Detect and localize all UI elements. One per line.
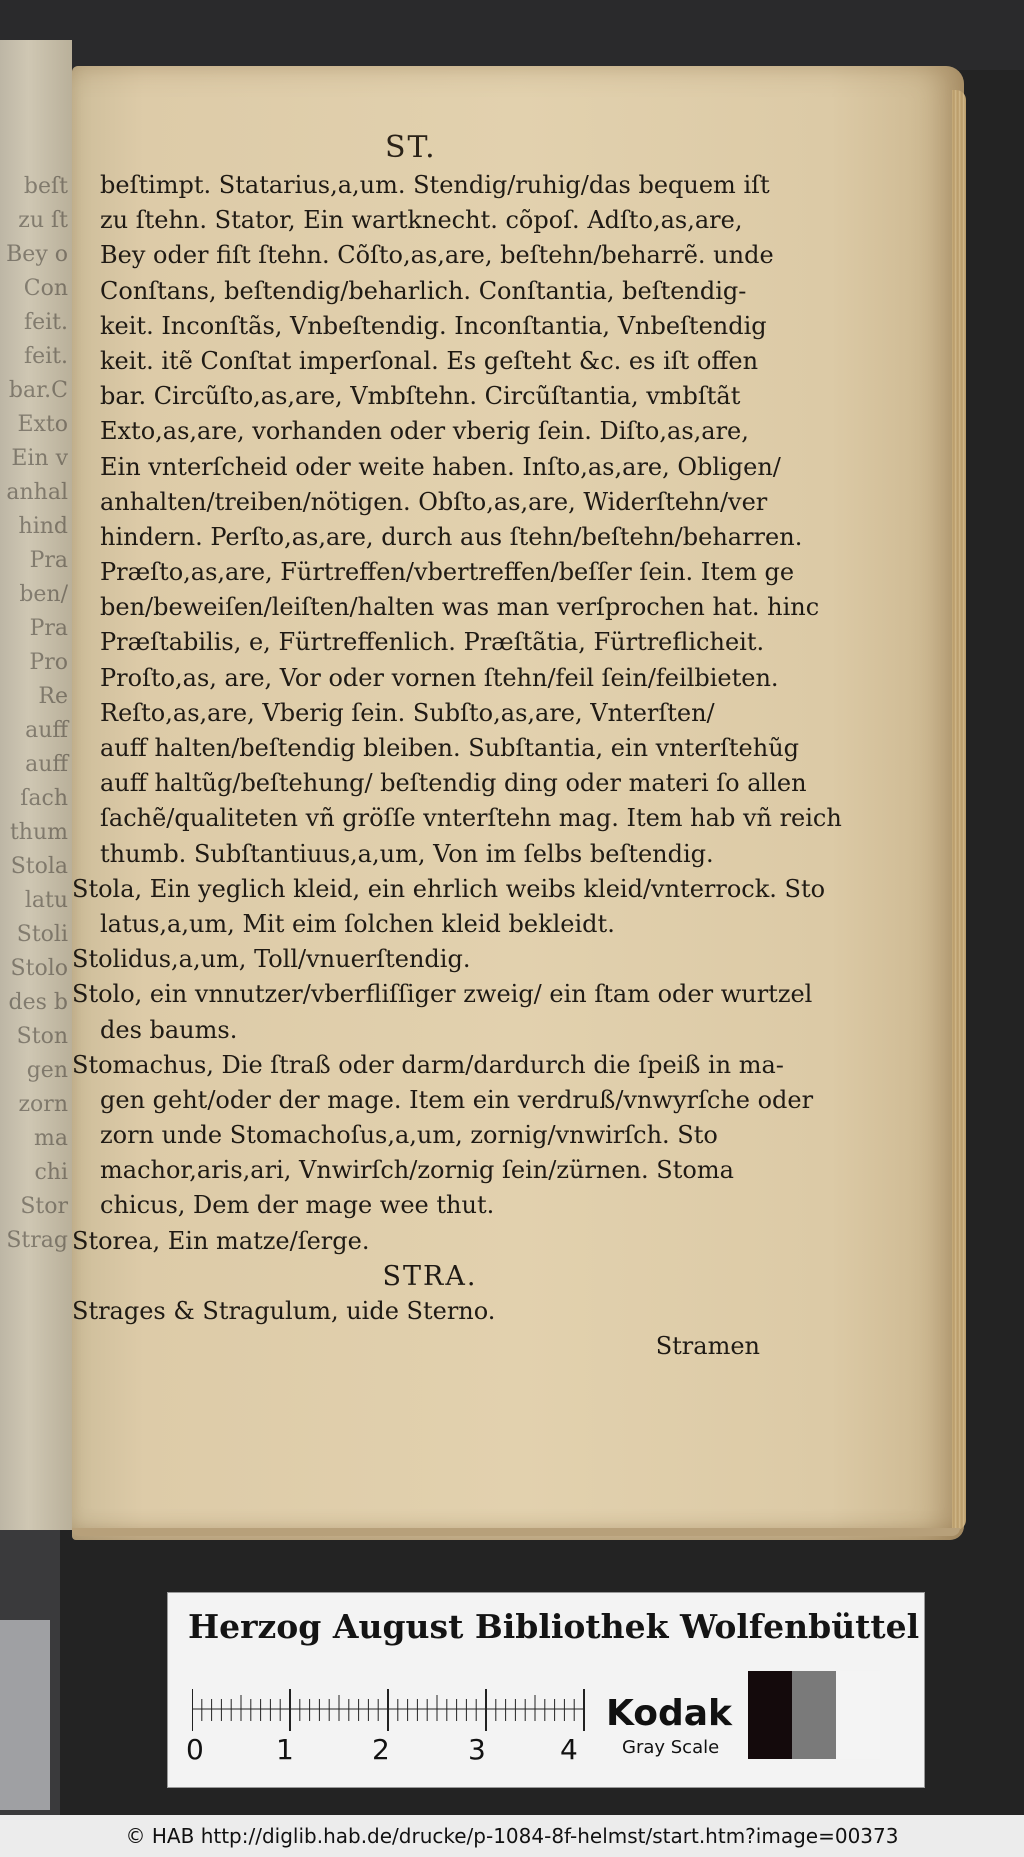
text-line: Ein vnterſcheid oder weite haben. Inſto,as,are, Obligen/ bbox=[100, 452, 781, 481]
ruler-ticks bbox=[192, 1689, 662, 1731]
entry-head-line: Stola, Ein yeglich kleid, ein ehrlich weibs kleid/vnterrock. Sto bbox=[72, 874, 826, 903]
margin-fragment: zu ſt bbox=[18, 208, 68, 233]
margin-fragment: bar.C bbox=[8, 378, 68, 403]
page-text bbox=[72, 168, 842, 1364]
text-line: Præſtabilis, e, Fürtreffenlich. Præſtãtia, Fürtreflicheit. bbox=[100, 628, 765, 657]
margin-fragment: Exto bbox=[17, 412, 68, 437]
margin-fragment: auff bbox=[25, 718, 68, 743]
margin-fragment: Ston bbox=[16, 1024, 68, 1049]
margin-fragment: ben/ bbox=[19, 582, 68, 607]
text-line: Reſto,as,are, Vberig ſein. Subſto,as,are, Vnterſten/ bbox=[100, 698, 715, 727]
margin-fragment: feit. bbox=[23, 310, 68, 335]
text-line: Exto,as,are, vorhanden oder vberig ſein. Diſto,as,are, bbox=[100, 417, 749, 446]
text-line: auff haltũg/beſtehung/ beſtendig ding oder materi ſo allen bbox=[100, 769, 807, 798]
text-line: thumb. Subſtantiuus,a,um, Von im ſelbs beſtendig. bbox=[100, 839, 714, 868]
margin-fragment: gen bbox=[26, 1058, 68, 1083]
text-line: auff halten/beſtendig bleiben. Subſtantia, ein vnterſtehũg bbox=[100, 734, 800, 762]
swatch-gray bbox=[792, 1671, 836, 1759]
margin-fragment: Stoli bbox=[16, 922, 68, 947]
margin-fragment: Bey o bbox=[6, 242, 68, 267]
margin-fragment: Pra bbox=[29, 548, 68, 573]
swatch-white bbox=[836, 1671, 880, 1759]
text-line: hindern. Perſto,as,are, durch aus ſtehn/beſtehn/beharren. bbox=[100, 522, 803, 551]
margin-fragment: Stolo bbox=[10, 956, 68, 981]
margin-fragment: chi bbox=[34, 1160, 68, 1185]
text-line: ſachẽ/qualiteten vñ gröſſe vnterſtehn mag. Item hab vñ reich bbox=[100, 804, 842, 833]
ruler-number: 3 bbox=[468, 1733, 486, 1766]
section-heading: STRA. bbox=[382, 1260, 478, 1292]
text-line: gen geht/oder der mage. Item ein verdruß/vnwyrſche oder bbox=[100, 1085, 814, 1114]
text-line: Bey oder fiſt ſtehn. Cõſto,as,are, beſtehn/beharrẽ. unde bbox=[100, 241, 774, 270]
text-line: des baums. bbox=[100, 1015, 238, 1044]
kodak-logo: Kodak bbox=[606, 1693, 732, 1734]
scan-background-top bbox=[0, 0, 1024, 70]
gray-scale-label: Gray Scale bbox=[622, 1737, 720, 1758]
text-line: Proſto,as, are, Vor oder vornen ſtehn/feil ſein/feilbieten. bbox=[100, 663, 779, 692]
margin-fragment: anhal bbox=[6, 480, 68, 505]
text-line: keit. itẽ Conſtat imperſonal. Es geſteht &c. es iſt offen bbox=[100, 346, 759, 375]
margin-fragment: thum bbox=[9, 820, 68, 845]
entry-head-line: Stolidus,a,um, Toll/vnuerſtendig. bbox=[72, 945, 471, 974]
text-line: chicus, Dem der mage wee thut. bbox=[100, 1191, 495, 1220]
margin-fragment: auff bbox=[25, 752, 68, 777]
text-line: beſtimpt. Statarius,a,um. Stendig/ruhig/das bequem iſt bbox=[100, 171, 770, 199]
swatch-black bbox=[748, 1671, 792, 1759]
page-bottom-edge bbox=[72, 1528, 960, 1536]
margin-fragment: hind bbox=[18, 514, 68, 539]
margin-fragment: Ein v bbox=[11, 446, 68, 471]
color-reference-card bbox=[167, 1592, 925, 1788]
text-line: Præſto,as,are, Fürtreffen/vbertreffen/beſſer ſein. Item ge bbox=[100, 558, 795, 587]
ruler-number: 0 bbox=[186, 1733, 204, 1766]
text-line: zorn unde Stomachoſus,a,um, zornig/vnwirſch. Sto bbox=[100, 1121, 718, 1150]
copyright-footer: © HAB http://diglib.hab.de/drucke/p-1084-8f-helmst/start.htm?image=00373 bbox=[0, 1815, 1024, 1857]
library-name: Herzog August Bibliothek Wolfenbüttel bbox=[188, 1607, 920, 1646]
text-line: anhalten/treiben/nötigen. Obſto,as,are, Widerſtehn/ver bbox=[100, 487, 768, 516]
margin-fragment: feit. bbox=[23, 344, 68, 369]
text-line: ben/beweiſen/leiſten/halten was man verſprochen hat. hinc bbox=[100, 593, 820, 622]
catchword: Stramen bbox=[655, 1332, 760, 1361]
adjacent-page-tab bbox=[0, 1620, 50, 1810]
text-line: Conſtans, beſtendig/beharlich. Conſtantia, beſtendig- bbox=[100, 276, 747, 305]
margin-fragment: Stola bbox=[10, 854, 68, 879]
margin-fragment: Re bbox=[38, 684, 68, 709]
margin-fragment: Stor bbox=[20, 1194, 68, 1219]
text-line: keit. Inconſtãs, Vnbeſtendig. Inconſtantia, Vnbeſtendig bbox=[100, 311, 767, 340]
margin-fragment: Pra bbox=[29, 616, 68, 641]
margin-fragment: Pro bbox=[29, 650, 68, 675]
margin-fragment: ſach bbox=[20, 786, 68, 811]
scale-ruler bbox=[192, 1689, 662, 1731]
margin-fragment: zorn bbox=[18, 1092, 68, 1117]
margin-fragment: Strag bbox=[6, 1228, 68, 1253]
text-line: zu ſtehn. Stator, Ein wartknecht. cõpoſ. Adſto,as,are, bbox=[100, 206, 743, 235]
entry-head-line: Storea, Ein matze/ſerge. bbox=[72, 1226, 370, 1255]
ruler-numbers bbox=[186, 1733, 686, 1773]
margin-fragment: Con bbox=[23, 276, 68, 301]
ruler-number: 2 bbox=[372, 1733, 390, 1766]
margin-fragment: latu bbox=[24, 888, 68, 913]
ruler-number: 1 bbox=[276, 1733, 294, 1766]
adjacent-page-text bbox=[0, 170, 72, 1258]
margin-fragment: ma bbox=[34, 1126, 68, 1151]
entry-head-line: Strages & Stragulum, uide Sterno. bbox=[72, 1297, 496, 1325]
margin-fragment: des b bbox=[8, 990, 68, 1015]
text-line: machor,aris,ari, Vnwirſch/zornig ſein/zürnen. Stoma bbox=[100, 1156, 734, 1185]
entry-head-line: Stolo, ein vnnutzer/vberfliſſiger zweig/ ein ſtam oder wurtzel bbox=[72, 980, 813, 1009]
ruler-number: 4 bbox=[560, 1733, 578, 1766]
text-line: bar. Circũſto,as,are, Vmbſtehn. Circũſtantia, vmbſtãt bbox=[100, 382, 741, 411]
margin-fragment: beſt bbox=[23, 174, 68, 199]
entry-head-line: Stomachus, Die ſtraß oder darm/dardurch die ſpeiß in ma- bbox=[72, 1050, 784, 1079]
page-header: ST. bbox=[385, 130, 437, 165]
text-line: latus,a,um, Mit eim ſolchen kleid bekleidt. bbox=[100, 909, 615, 938]
page-stack-edge bbox=[952, 90, 966, 1530]
